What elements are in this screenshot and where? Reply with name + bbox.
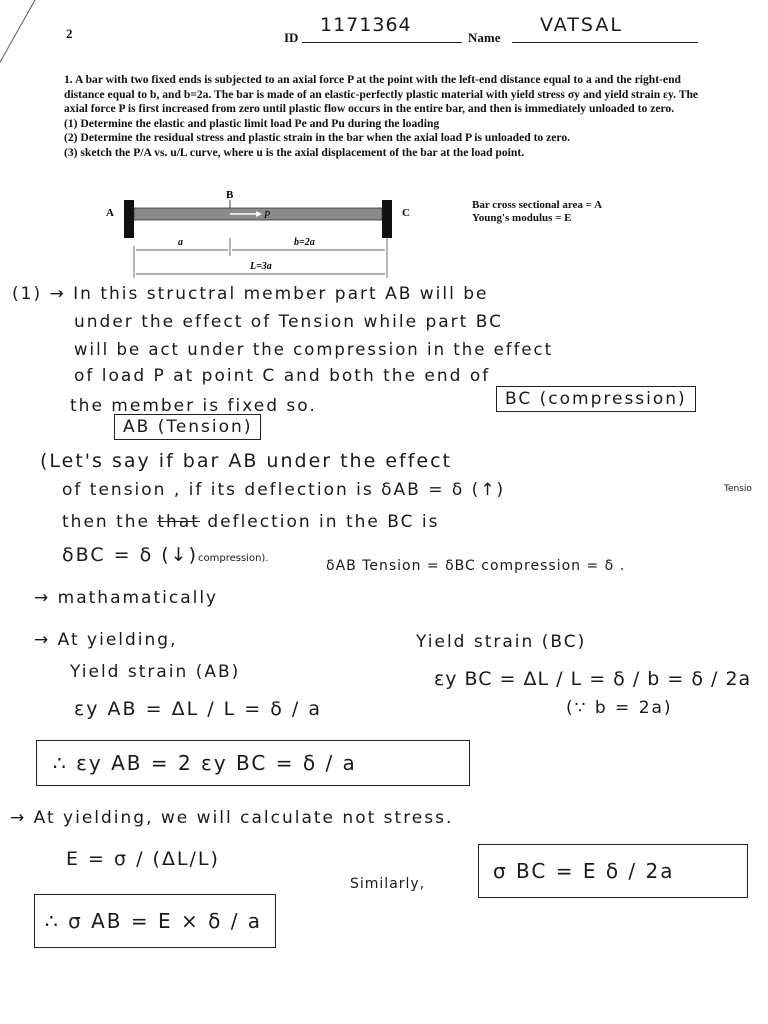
hw-line-15: → At yielding, we will calculate not stress. [10,808,454,828]
page-corner-fold [0,0,60,80]
id-label: ID [284,30,299,45]
hw-line-7-tension: Tensio [724,484,752,494]
hw-strain-bc-eq: εy BC = ΔL / L = δ / b = δ / 2a [434,668,752,690]
name-line [512,42,698,43]
name-value: VATSAL [540,14,623,36]
label-c-end: C [402,207,410,219]
label-b: B [226,189,234,201]
hw-deflection-text: deflection in the BC is [207,512,440,532]
boxed-ab-tension: AB (Tension) [114,414,261,440]
hw-line-9 [62,544,268,566]
hw-line-1: (1) → In this structral member part AB will be [12,284,489,304]
cross-section-label: Bar cross sectional area = A [472,199,603,211]
name-label: Name [468,30,501,45]
hw-yield-strain-ab: Yield strain (AB) [70,662,241,682]
boxed-bc-compression: BC (compression) [496,386,696,412]
hw-line-10b: δAB Tension = δBC compression = δ . [326,558,626,574]
dim-a-label: a [178,237,183,248]
boxed-sigma-ab: ∴ σ AB = E × δ / a [34,894,276,948]
hw-delta-bc: δBC = δ (↓) [62,544,198,566]
hw-line-11: → At yielding, [34,630,178,650]
hw-line-2: under the effect of Tension while part BC [74,312,503,332]
hw-yield-strain-bc: Yield strain (BC) [416,632,587,652]
hw-similarly: Similarly, [350,876,426,892]
id-line [302,42,462,43]
hw-line-4: of load P at point C and both the end of [74,366,491,386]
problem-intro: A bar with two fixed ends is subjected to an axial force P at the point with the left-end distance equal to a and the right-end distance equal to b, and b=2a. The bar is made of an elastic-perfectly plastic material with yield stress σy and yield strain εy. The axial force P is first increased from zero until plastic flow occurs in the entire bar, and then is immediately unloaded to zero. [64,73,699,116]
hw-youngs-definition: E = σ / (ΔL/L) [66,848,220,870]
label-a-end: A [106,207,114,219]
hw-line-6: (Let's say if bar AB under the effect [40,450,452,472]
hw-line-5: the member is fixed so. [70,396,317,416]
hw-b-equals-2a: (∵ b = 2a) [566,698,673,718]
dim-b-label: b=2a [294,237,315,248]
label-p: P [264,210,271,221]
hw-strain-ab-eq: εy AB = ΔL / L = δ / a [74,698,322,720]
page-number: 2 [66,26,73,41]
left-wall [124,200,134,238]
hw-line-10: → mathamatically [34,588,219,608]
boxed-sigma-bc: σ BC = E δ / 2a [478,844,748,898]
dim-l-label: L=3a [250,261,272,272]
hw-line-3: will be act under the compression in the effect [74,340,554,359]
problem-number: 1. [64,73,73,86]
id-value: 1171364 [320,14,412,36]
problem-statement [64,73,714,161]
hw-struck-word: that [157,512,200,532]
hw-compression-note: compression). [198,553,269,564]
hw-line-8 [62,512,439,532]
youngs-modulus-label: Young's modulus = E [472,212,572,224]
bar-properties [472,199,602,225]
hw-line-7: of tension , if its deflection is δAB = δ (↑) [62,480,506,500]
bar-diagram [96,186,426,282]
hw-then-the: then the [62,512,150,532]
boxed-strain-result: ∴ εy AB = 2 εy BC = δ / a [36,740,470,786]
problem-part-2: (2) Determine the residual stress and plastic strain in the bar when the axial load P is unloaded to zero. [64,131,571,145]
right-wall [382,200,392,238]
problem-part-3: (3) sketch the P/A vs. u/L curve, where u is the axial displacement of the bar at the load point. [64,145,525,159]
problem-part-1: (1) Determine the elastic and plastic limit load Pe and Pu during the loading [64,116,440,130]
